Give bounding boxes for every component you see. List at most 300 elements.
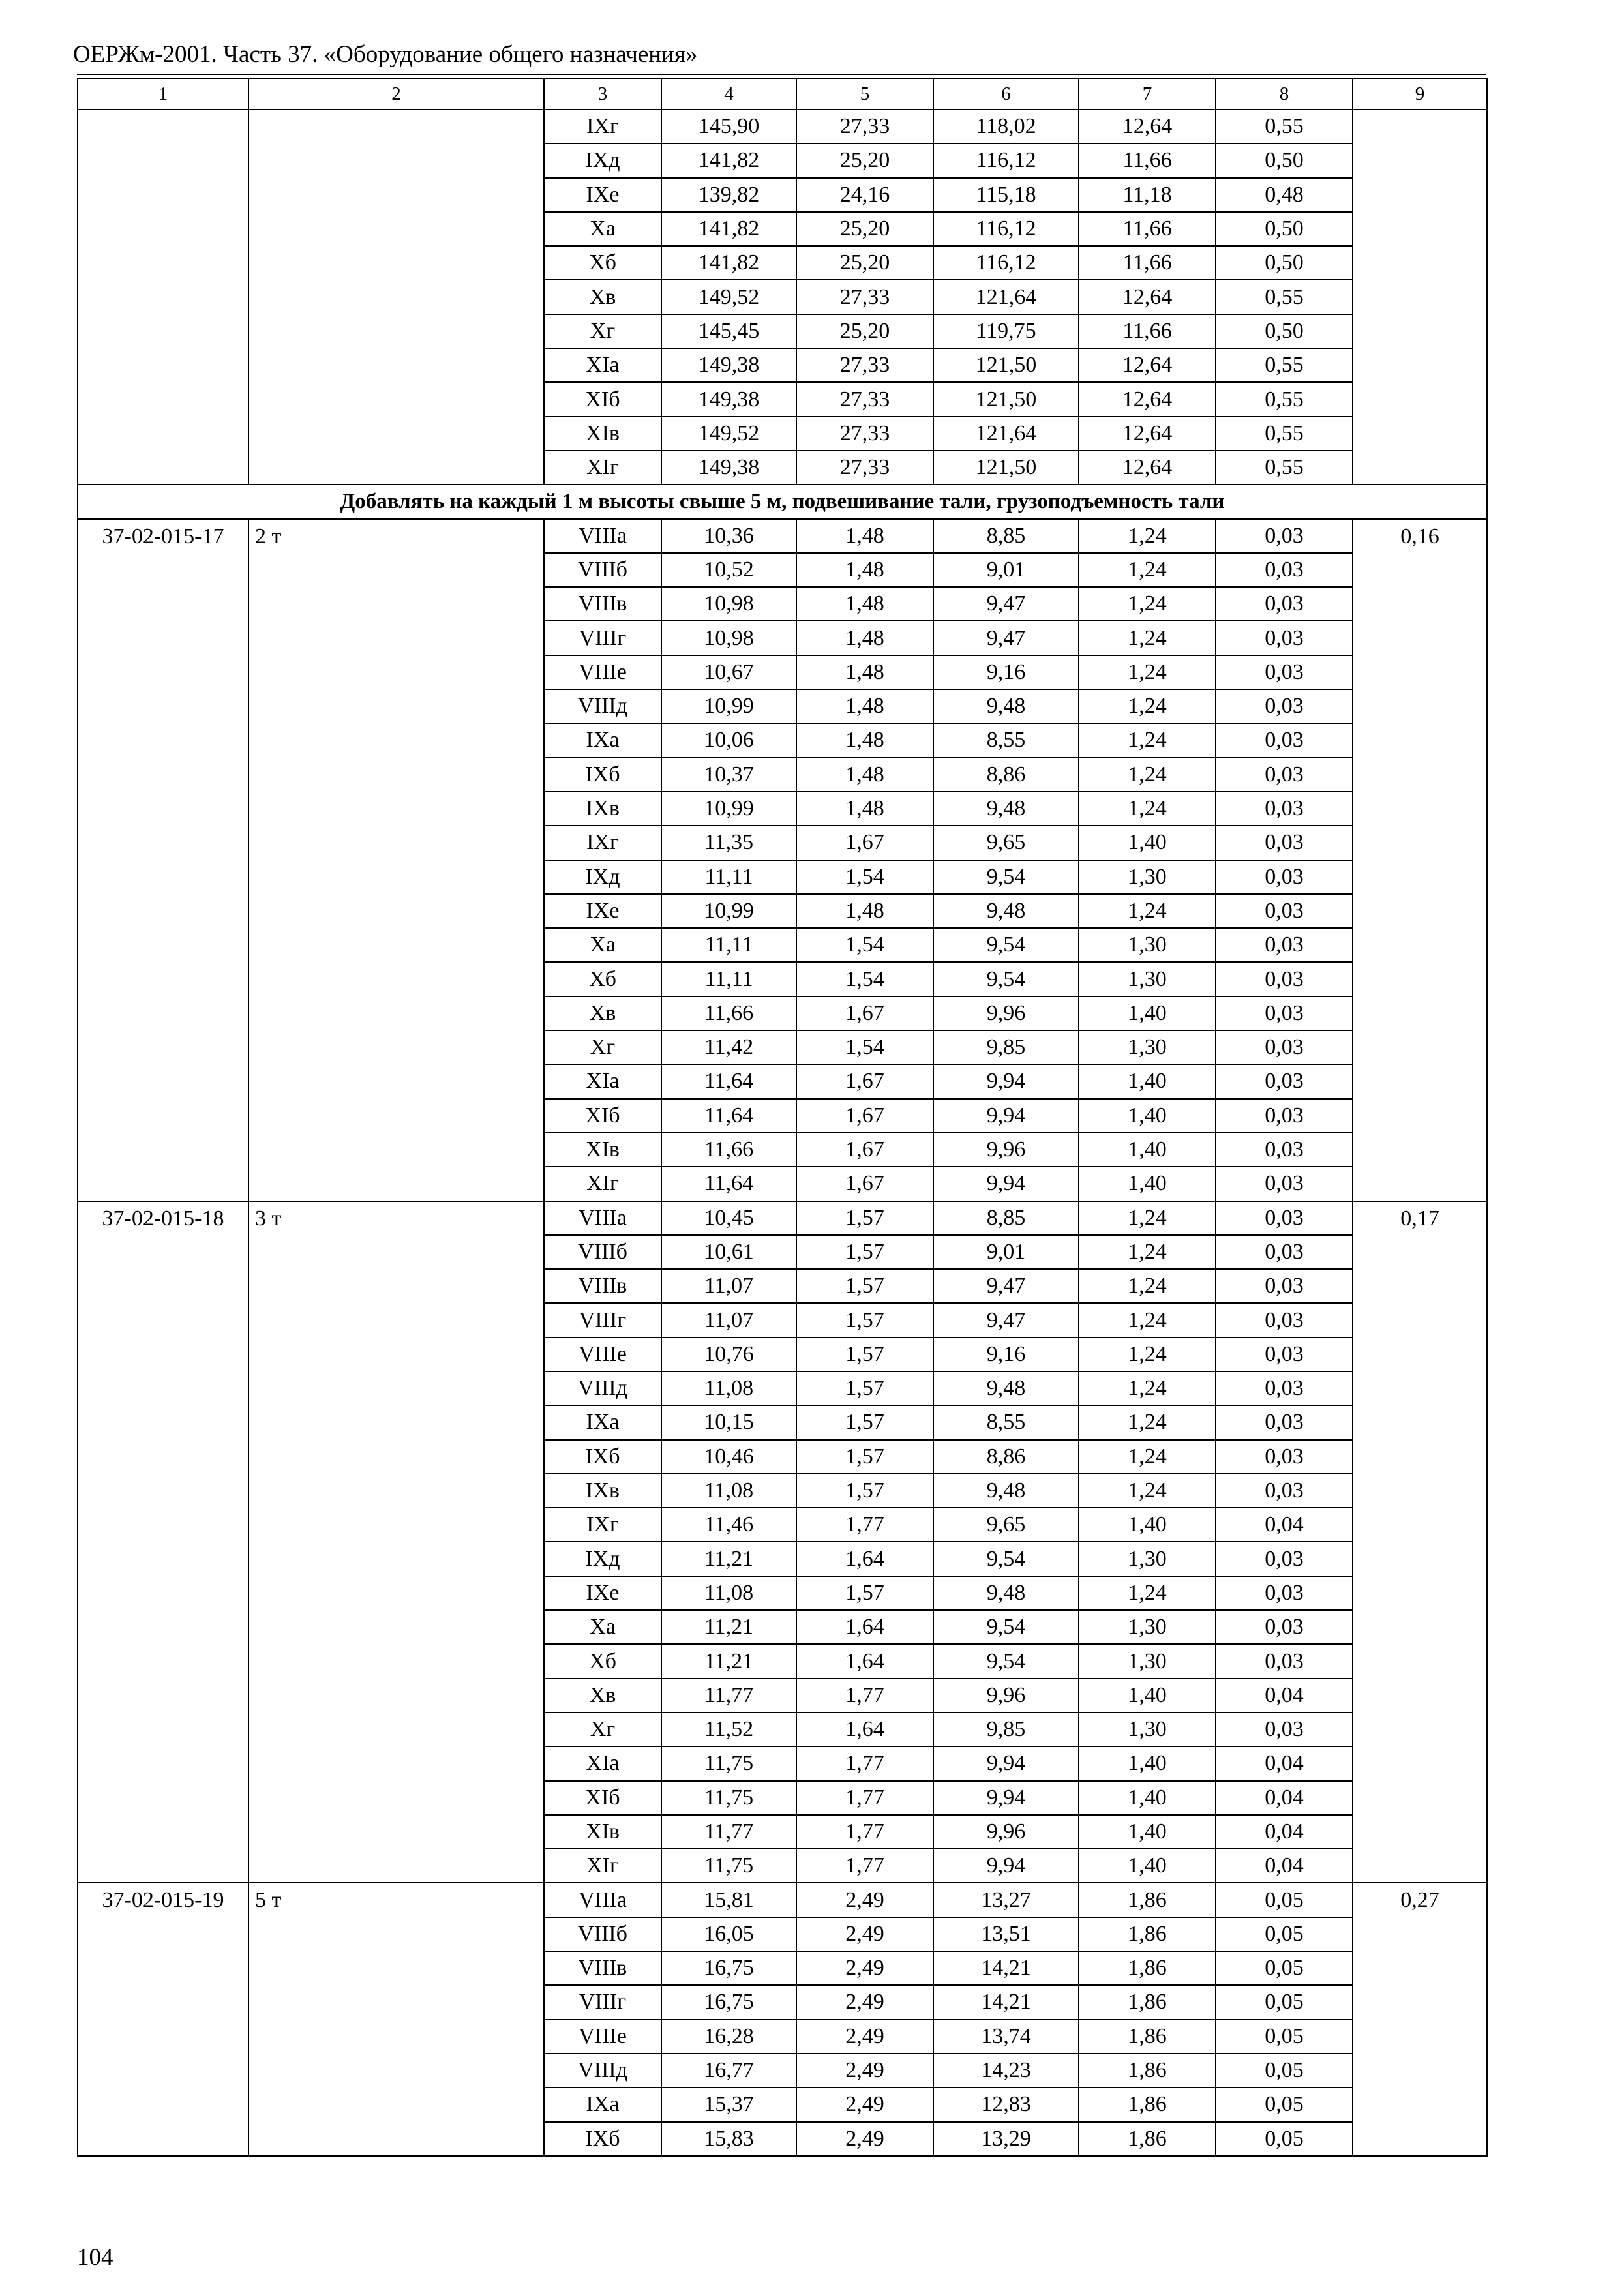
- value-col6-cell: 8,55: [933, 723, 1079, 757]
- value-col7-cell: 1,24: [1079, 655, 1216, 689]
- resource-code-cell: VIIIг: [544, 1303, 661, 1337]
- value-col5-cell: 1,57: [796, 1371, 933, 1405]
- value-col6-cell: 9,94: [933, 1099, 1079, 1133]
- value-col8-cell: 0,55: [1216, 280, 1353, 314]
- value-col5-cell: 1,77: [796, 1849, 933, 1883]
- value-col5-cell: 1,48: [796, 553, 933, 587]
- resource-code-cell: XIв: [544, 417, 661, 451]
- value-col4-cell: 11,11: [661, 962, 796, 996]
- value-col4-cell: 141,82: [661, 143, 796, 177]
- value-col6-cell: 116,12: [933, 246, 1079, 280]
- value-col5-cell: 1,67: [796, 1099, 933, 1133]
- value-col8-cell: 0,03: [1216, 1235, 1353, 1269]
- value-col6-cell: 116,12: [933, 212, 1079, 246]
- value-col8-cell: 0,03: [1216, 1610, 1353, 1644]
- value-col4-cell: 141,82: [661, 212, 796, 246]
- col9-cell: [1353, 110, 1487, 485]
- value-col5-cell: 2,49: [796, 1917, 933, 1951]
- value-col8-cell: 0,05: [1216, 2122, 1353, 2156]
- value-col8-cell: 0,05: [1216, 2087, 1353, 2121]
- value-col4-cell: 11,21: [661, 1644, 796, 1678]
- value-col4-cell: 10,06: [661, 723, 796, 757]
- value-col4-cell: 16,05: [661, 1917, 796, 1951]
- value-col6-cell: 9,47: [933, 621, 1079, 655]
- value-col5-cell: 27,33: [796, 382, 933, 416]
- value-col6-cell: 9,48: [933, 689, 1079, 723]
- page-number: 104: [77, 2244, 113, 2271]
- resource-code-cell: VIIIе: [544, 2020, 661, 2054]
- value-col4-cell: 10,99: [661, 689, 796, 723]
- value-col7-cell: 1,40: [1079, 1746, 1216, 1780]
- value-col8-cell: 0,03: [1216, 1167, 1353, 1201]
- value-col5-cell: 1,64: [796, 1644, 933, 1678]
- value-col7-cell: 1,40: [1079, 1133, 1216, 1167]
- value-col6-cell: 121,50: [933, 348, 1079, 382]
- value-col4-cell: 149,38: [661, 348, 796, 382]
- column-number: 7: [1079, 78, 1216, 110]
- value-col4-cell: 10,45: [661, 1201, 796, 1235]
- value-col6-cell: 118,02: [933, 110, 1079, 143]
- column-number: 2: [248, 78, 544, 110]
- resource-code-cell: XIг: [544, 451, 661, 485]
- value-col4-cell: 10,99: [661, 792, 796, 826]
- col9-cell: 0,27: [1353, 1883, 1487, 2155]
- value-col5-cell: 1,67: [796, 1133, 933, 1167]
- resource-code-cell: VIIIб: [544, 553, 661, 587]
- value-col7-cell: 1,30: [1079, 928, 1216, 962]
- value-col5-cell: 27,33: [796, 348, 933, 382]
- value-col7-cell: 1,24: [1079, 621, 1216, 655]
- value-col5-cell: 1,67: [796, 996, 933, 1030]
- value-col6-cell: 9,54: [933, 860, 1079, 894]
- value-col4-cell: 15,81: [661, 1883, 796, 1917]
- resource-code-cell: IXе: [544, 178, 661, 212]
- value-col4-cell: 15,83: [661, 2122, 796, 2156]
- resource-code-cell: IXб: [544, 758, 661, 792]
- resource-code-cell: XIб: [544, 1099, 661, 1133]
- value-col6-cell: 9,01: [933, 553, 1079, 587]
- value-col8-cell: 0,04: [1216, 1781, 1353, 1815]
- value-col6-cell: 9,16: [933, 1338, 1079, 1371]
- resource-code-cell: Xб: [544, 1644, 661, 1678]
- value-col7-cell: 1,40: [1079, 1781, 1216, 1815]
- value-col6-cell: 9,94: [933, 1167, 1079, 1201]
- value-col6-cell: 13,29: [933, 2122, 1079, 2156]
- value-col6-cell: 9,94: [933, 1781, 1079, 1815]
- resource-code-cell: Xб: [544, 246, 661, 280]
- value-col4-cell: 149,52: [661, 417, 796, 451]
- value-col7-cell: 1,30: [1079, 1030, 1216, 1064]
- resource-code-cell: IXг: [544, 826, 661, 860]
- value-col5-cell: 27,33: [796, 110, 933, 143]
- value-col7-cell: 1,30: [1079, 962, 1216, 996]
- value-col4-cell: 11,08: [661, 1371, 796, 1405]
- value-col7-cell: 1,24: [1079, 1576, 1216, 1610]
- value-col6-cell: 14,23: [933, 2054, 1079, 2087]
- resource-code-cell: IXг: [544, 110, 661, 143]
- resource-code-cell: IXе: [544, 1576, 661, 1610]
- value-col5-cell: 1,48: [796, 519, 933, 553]
- resource-code-cell: VIIIб: [544, 1235, 661, 1269]
- value-col8-cell: 0,50: [1216, 314, 1353, 348]
- value-col8-cell: 0,03: [1216, 1269, 1353, 1303]
- value-col6-cell: 8,55: [933, 1405, 1079, 1439]
- value-col7-cell: 1,30: [1079, 1713, 1216, 1746]
- value-col4-cell: 11,46: [661, 1508, 796, 1542]
- value-col8-cell: 0,03: [1216, 996, 1353, 1030]
- value-col6-cell: 9,16: [933, 655, 1079, 689]
- value-col7-cell: 1,86: [1079, 2087, 1216, 2121]
- value-col8-cell: 0,55: [1216, 348, 1353, 382]
- value-col4-cell: 11,77: [661, 1815, 796, 1849]
- value-col7-cell: 1,40: [1079, 1679, 1216, 1713]
- value-col8-cell: 0,03: [1216, 723, 1353, 757]
- resource-code-cell: VIIIв: [544, 1269, 661, 1303]
- value-col5-cell: 1,57: [796, 1269, 933, 1303]
- value-col6-cell: 116,12: [933, 143, 1079, 177]
- value-col4-cell: 149,38: [661, 382, 796, 416]
- value-col8-cell: 0,05: [1216, 1883, 1353, 1917]
- value-col8-cell: 0,03: [1216, 1644, 1353, 1678]
- value-col5-cell: 1,48: [796, 655, 933, 689]
- value-col6-cell: 9,47: [933, 1303, 1079, 1337]
- value-col7-cell: 1,24: [1079, 1405, 1216, 1439]
- value-col5-cell: 1,77: [796, 1508, 933, 1542]
- value-col8-cell: 0,03: [1216, 1338, 1353, 1371]
- value-col6-cell: 115,18: [933, 178, 1079, 212]
- resource-code-cell: VIIIе: [544, 655, 661, 689]
- value-col7-cell: 1,24: [1079, 1371, 1216, 1405]
- value-col6-cell: 9,96: [933, 1815, 1079, 1849]
- value-col7-cell: 1,24: [1079, 1201, 1216, 1235]
- value-col5-cell: 1,64: [796, 1713, 933, 1746]
- resource-code-cell: Xа: [544, 928, 661, 962]
- value-col6-cell: 9,54: [933, 1542, 1079, 1576]
- code-cell: [78, 110, 248, 485]
- value-col5-cell: 25,20: [796, 314, 933, 348]
- value-col6-cell: 13,27: [933, 1883, 1079, 1917]
- value-col6-cell: 9,96: [933, 1679, 1079, 1713]
- resource-code-cell: Xв: [544, 1679, 661, 1713]
- resource-code-cell: IXа: [544, 1405, 661, 1439]
- value-col5-cell: 1,54: [796, 860, 933, 894]
- value-col5-cell: 2,49: [796, 2122, 933, 2156]
- resource-code-cell: VIIIд: [544, 2054, 661, 2087]
- value-col4-cell: 11,66: [661, 996, 796, 1030]
- value-col7-cell: 1,40: [1079, 1849, 1216, 1883]
- value-col4-cell: 139,82: [661, 178, 796, 212]
- value-col6-cell: 9,47: [933, 1269, 1079, 1303]
- value-col8-cell: 0,03: [1216, 587, 1353, 621]
- value-col5-cell: 2,49: [796, 1883, 933, 1917]
- value-col8-cell: 0,03: [1216, 860, 1353, 894]
- value-col4-cell: 10,99: [661, 894, 796, 928]
- resource-code-cell: XIг: [544, 1849, 661, 1883]
- value-col8-cell: 0,03: [1216, 962, 1353, 996]
- resource-code-cell: VIIIв: [544, 587, 661, 621]
- value-col8-cell: 0,55: [1216, 382, 1353, 416]
- section-heading: Добавлять на каждый 1 м высоты свыше 5 м, подвешивание тали, грузоподъемность тали: [78, 485, 1487, 518]
- value-col6-cell: 9,48: [933, 894, 1079, 928]
- value-col4-cell: 15,37: [661, 2087, 796, 2121]
- value-col5-cell: 2,49: [796, 1985, 933, 2019]
- code-cell: 37-02-015-19: [78, 1883, 248, 2155]
- resource-code-cell: IXа: [544, 2087, 661, 2121]
- value-col7-cell: 12,64: [1079, 348, 1216, 382]
- value-col7-cell: 1,40: [1079, 1508, 1216, 1542]
- resource-code-cell: Xа: [544, 1610, 661, 1644]
- value-col5-cell: 1,48: [796, 894, 933, 928]
- value-col4-cell: 10,36: [661, 519, 796, 553]
- value-col4-cell: 10,61: [661, 1235, 796, 1269]
- value-col6-cell: 9,54: [933, 1644, 1079, 1678]
- resource-code-cell: XIб: [544, 1781, 661, 1815]
- column-number: 5: [796, 78, 933, 110]
- resource-code-cell: IXв: [544, 1474, 661, 1508]
- value-col5-cell: 27,33: [796, 417, 933, 451]
- value-col8-cell: 0,05: [1216, 1951, 1353, 1985]
- value-col5-cell: 27,33: [796, 280, 933, 314]
- value-col5-cell: 1,57: [796, 1405, 933, 1439]
- value-col5-cell: 1,77: [796, 1815, 933, 1849]
- value-col4-cell: 145,45: [661, 314, 796, 348]
- value-col7-cell: 11,66: [1079, 212, 1216, 246]
- resource-code-cell: XIб: [544, 382, 661, 416]
- value-col8-cell: 0,50: [1216, 212, 1353, 246]
- table-row: [78, 1201, 1487, 1235]
- value-col7-cell: 1,24: [1079, 1338, 1216, 1371]
- resource-code-cell: IXг: [544, 1508, 661, 1542]
- value-col6-cell: 9,85: [933, 1713, 1079, 1746]
- value-col6-cell: 9,65: [933, 826, 1079, 860]
- value-col8-cell: 0,04: [1216, 1508, 1353, 1542]
- value-col5-cell: 2,49: [796, 2087, 933, 2121]
- value-col4-cell: 149,38: [661, 451, 796, 485]
- value-col7-cell: 1,40: [1079, 1815, 1216, 1849]
- value-col4-cell: 16,75: [661, 1985, 796, 2019]
- value-col4-cell: 11,21: [661, 1610, 796, 1644]
- resource-code-cell: IXд: [544, 143, 661, 177]
- resource-code-cell: IXа: [544, 723, 661, 757]
- value-col6-cell: 8,85: [933, 1201, 1079, 1235]
- value-col5-cell: 1,48: [796, 723, 933, 757]
- resource-code-cell: VIIIд: [544, 689, 661, 723]
- value-col6-cell: 9,48: [933, 792, 1079, 826]
- value-col4-cell: 11,42: [661, 1030, 796, 1064]
- value-col5-cell: 1,67: [796, 826, 933, 860]
- resource-code-cell: IXб: [544, 1440, 661, 1474]
- value-col8-cell: 0,03: [1216, 1713, 1353, 1746]
- resource-code-cell: VIIIв: [544, 1951, 661, 1985]
- resource-code-cell: Xа: [544, 212, 661, 246]
- value-col5-cell: 1,67: [796, 1167, 933, 1201]
- value-col4-cell: 141,82: [661, 246, 796, 280]
- value-col8-cell: 0,03: [1216, 1576, 1353, 1610]
- resource-code-cell: Xв: [544, 280, 661, 314]
- value-col6-cell: 9,54: [933, 928, 1079, 962]
- value-col5-cell: 27,33: [796, 451, 933, 485]
- value-col7-cell: 11,66: [1079, 314, 1216, 348]
- value-col8-cell: 0,03: [1216, 1133, 1353, 1167]
- value-col8-cell: 0,55: [1216, 417, 1353, 451]
- value-col4-cell: 10,98: [661, 621, 796, 655]
- value-col7-cell: 1,24: [1079, 519, 1216, 553]
- value-col5-cell: 1,57: [796, 1201, 933, 1235]
- table-row: [78, 519, 1487, 553]
- value-col8-cell: 0,55: [1216, 451, 1353, 485]
- header-rule: [77, 74, 1486, 75]
- value-col7-cell: 12,64: [1079, 451, 1216, 485]
- value-col7-cell: 1,30: [1079, 1644, 1216, 1678]
- value-col4-cell: 11,21: [661, 1542, 796, 1576]
- resource-code-cell: XIв: [544, 1133, 661, 1167]
- value-col8-cell: 0,48: [1216, 178, 1353, 212]
- value-col4-cell: 10,46: [661, 1440, 796, 1474]
- resource-code-cell: VIIIб: [544, 1917, 661, 1951]
- value-col7-cell: 1,86: [1079, 1951, 1216, 1985]
- value-col8-cell: 0,04: [1216, 1679, 1353, 1713]
- value-col8-cell: 0,04: [1216, 1815, 1353, 1849]
- value-col7-cell: 1,86: [1079, 1917, 1216, 1951]
- resource-code-cell: XIг: [544, 1167, 661, 1201]
- value-col4-cell: 11,64: [661, 1167, 796, 1201]
- value-col4-cell: 145,90: [661, 110, 796, 143]
- resource-code-cell: VIIIг: [544, 621, 661, 655]
- value-col8-cell: 0,03: [1216, 1099, 1353, 1133]
- value-col8-cell: 0,03: [1216, 1371, 1353, 1405]
- value-col5-cell: 1,64: [796, 1542, 933, 1576]
- value-col5-cell: 1,64: [796, 1610, 933, 1644]
- value-col4-cell: 16,77: [661, 2054, 796, 2087]
- description-cell: [248, 110, 544, 485]
- resource-code-cell: Xб: [544, 962, 661, 996]
- column-number: 6: [933, 78, 1079, 110]
- value-col8-cell: 0,05: [1216, 2054, 1353, 2087]
- value-col6-cell: 9,96: [933, 1133, 1079, 1167]
- value-col6-cell: 13,51: [933, 1917, 1079, 1951]
- value-col4-cell: 11,07: [661, 1303, 796, 1337]
- value-col7-cell: 1,24: [1079, 894, 1216, 928]
- value-col6-cell: 14,21: [933, 1985, 1079, 2019]
- col9-cell: 0,17: [1353, 1201, 1487, 1883]
- resource-code-cell: Xг: [544, 314, 661, 348]
- value-col6-cell: 9,48: [933, 1474, 1079, 1508]
- value-col6-cell: 9,01: [933, 1235, 1079, 1269]
- value-col4-cell: 16,75: [661, 1951, 796, 1985]
- value-col5-cell: 1,57: [796, 1303, 933, 1337]
- rates-table-body: [78, 78, 1487, 2156]
- value-col4-cell: 11,64: [661, 1099, 796, 1133]
- column-number: 1: [78, 78, 248, 110]
- resource-code-cell: IXб: [544, 2122, 661, 2156]
- value-col6-cell: 121,64: [933, 280, 1079, 314]
- value-col8-cell: 0,03: [1216, 1542, 1353, 1576]
- resource-code-cell: Xв: [544, 996, 661, 1030]
- value-col7-cell: 1,86: [1079, 2054, 1216, 2087]
- value-col8-cell: 0,03: [1216, 758, 1353, 792]
- column-number: 4: [661, 78, 796, 110]
- value-col8-cell: 0,03: [1216, 1405, 1353, 1439]
- value-col7-cell: 11,66: [1079, 246, 1216, 280]
- value-col7-cell: 1,86: [1079, 2122, 1216, 2156]
- value-col5-cell: 25,20: [796, 212, 933, 246]
- value-col5-cell: 24,16: [796, 178, 933, 212]
- value-col7-cell: 1,86: [1079, 1985, 1216, 2019]
- resource-code-cell: IXе: [544, 894, 661, 928]
- value-col7-cell: 1,86: [1079, 2020, 1216, 2054]
- value-col6-cell: 9,94: [933, 1064, 1079, 1098]
- value-col5-cell: 1,48: [796, 792, 933, 826]
- value-col5-cell: 1,48: [796, 758, 933, 792]
- code-cell: 37-02-015-17: [78, 519, 248, 1201]
- value-col4-cell: 11,77: [661, 1679, 796, 1713]
- value-col4-cell: 10,98: [661, 587, 796, 621]
- value-col5-cell: 1,54: [796, 962, 933, 996]
- value-col4-cell: 149,52: [661, 280, 796, 314]
- value-col7-cell: 1,30: [1079, 1542, 1216, 1576]
- value-col5-cell: 1,77: [796, 1679, 933, 1713]
- col9-cell: 0,16: [1353, 519, 1487, 1201]
- value-col6-cell: 9,65: [933, 1508, 1079, 1542]
- value-col6-cell: 12,83: [933, 2087, 1079, 2121]
- value-col6-cell: 14,21: [933, 1951, 1079, 1985]
- value-col5-cell: 1,77: [796, 1781, 933, 1815]
- value-col4-cell: 16,28: [661, 2020, 796, 2054]
- value-col5-cell: 25,20: [796, 143, 933, 177]
- value-col7-cell: 1,24: [1079, 689, 1216, 723]
- resource-code-cell: IXв: [544, 792, 661, 826]
- value-col6-cell: 121,50: [933, 382, 1079, 416]
- value-col4-cell: 11,52: [661, 1713, 796, 1746]
- rates-table: [77, 78, 1488, 2157]
- value-col4-cell: 11,08: [661, 1576, 796, 1610]
- value-col5-cell: 2,49: [796, 2054, 933, 2087]
- value-col8-cell: 0,04: [1216, 1746, 1353, 1780]
- value-col5-cell: 1,57: [796, 1235, 933, 1269]
- value-col4-cell: 11,11: [661, 928, 796, 962]
- resource-code-cell: VIIIа: [544, 519, 661, 553]
- resource-code-cell: Xг: [544, 1030, 661, 1064]
- value-col8-cell: 0,50: [1216, 143, 1353, 177]
- resource-code-cell: VIIIа: [544, 1883, 661, 1917]
- value-col4-cell: 11,75: [661, 1849, 796, 1883]
- value-col7-cell: 1,30: [1079, 1610, 1216, 1644]
- resource-code-cell: XIа: [544, 1064, 661, 1098]
- value-col5-cell: 1,57: [796, 1576, 933, 1610]
- value-col5-cell: 1,77: [796, 1746, 933, 1780]
- value-col4-cell: 11,07: [661, 1269, 796, 1303]
- value-col6-cell: 121,64: [933, 417, 1079, 451]
- value-col7-cell: 12,64: [1079, 382, 1216, 416]
- resource-code-cell: VIIIд: [544, 1371, 661, 1405]
- value-col7-cell: 1,24: [1079, 758, 1216, 792]
- value-col5-cell: 1,57: [796, 1338, 933, 1371]
- value-col8-cell: 0,50: [1216, 246, 1353, 280]
- value-col7-cell: 1,40: [1079, 1167, 1216, 1201]
- value-col5-cell: 1,54: [796, 928, 933, 962]
- value-col6-cell: 9,48: [933, 1371, 1079, 1405]
- value-col7-cell: 1,24: [1079, 1235, 1216, 1269]
- value-col5-cell: 1,48: [796, 689, 933, 723]
- value-col8-cell: 0,05: [1216, 1917, 1353, 1951]
- table-row: [78, 1883, 1487, 1917]
- value-col8-cell: 0,03: [1216, 1030, 1353, 1064]
- value-col8-cell: 0,03: [1216, 621, 1353, 655]
- value-col8-cell: 0,03: [1216, 792, 1353, 826]
- value-col6-cell: 13,74: [933, 2020, 1079, 2054]
- value-col8-cell: 0,03: [1216, 928, 1353, 962]
- value-col7-cell: 1,24: [1079, 1303, 1216, 1337]
